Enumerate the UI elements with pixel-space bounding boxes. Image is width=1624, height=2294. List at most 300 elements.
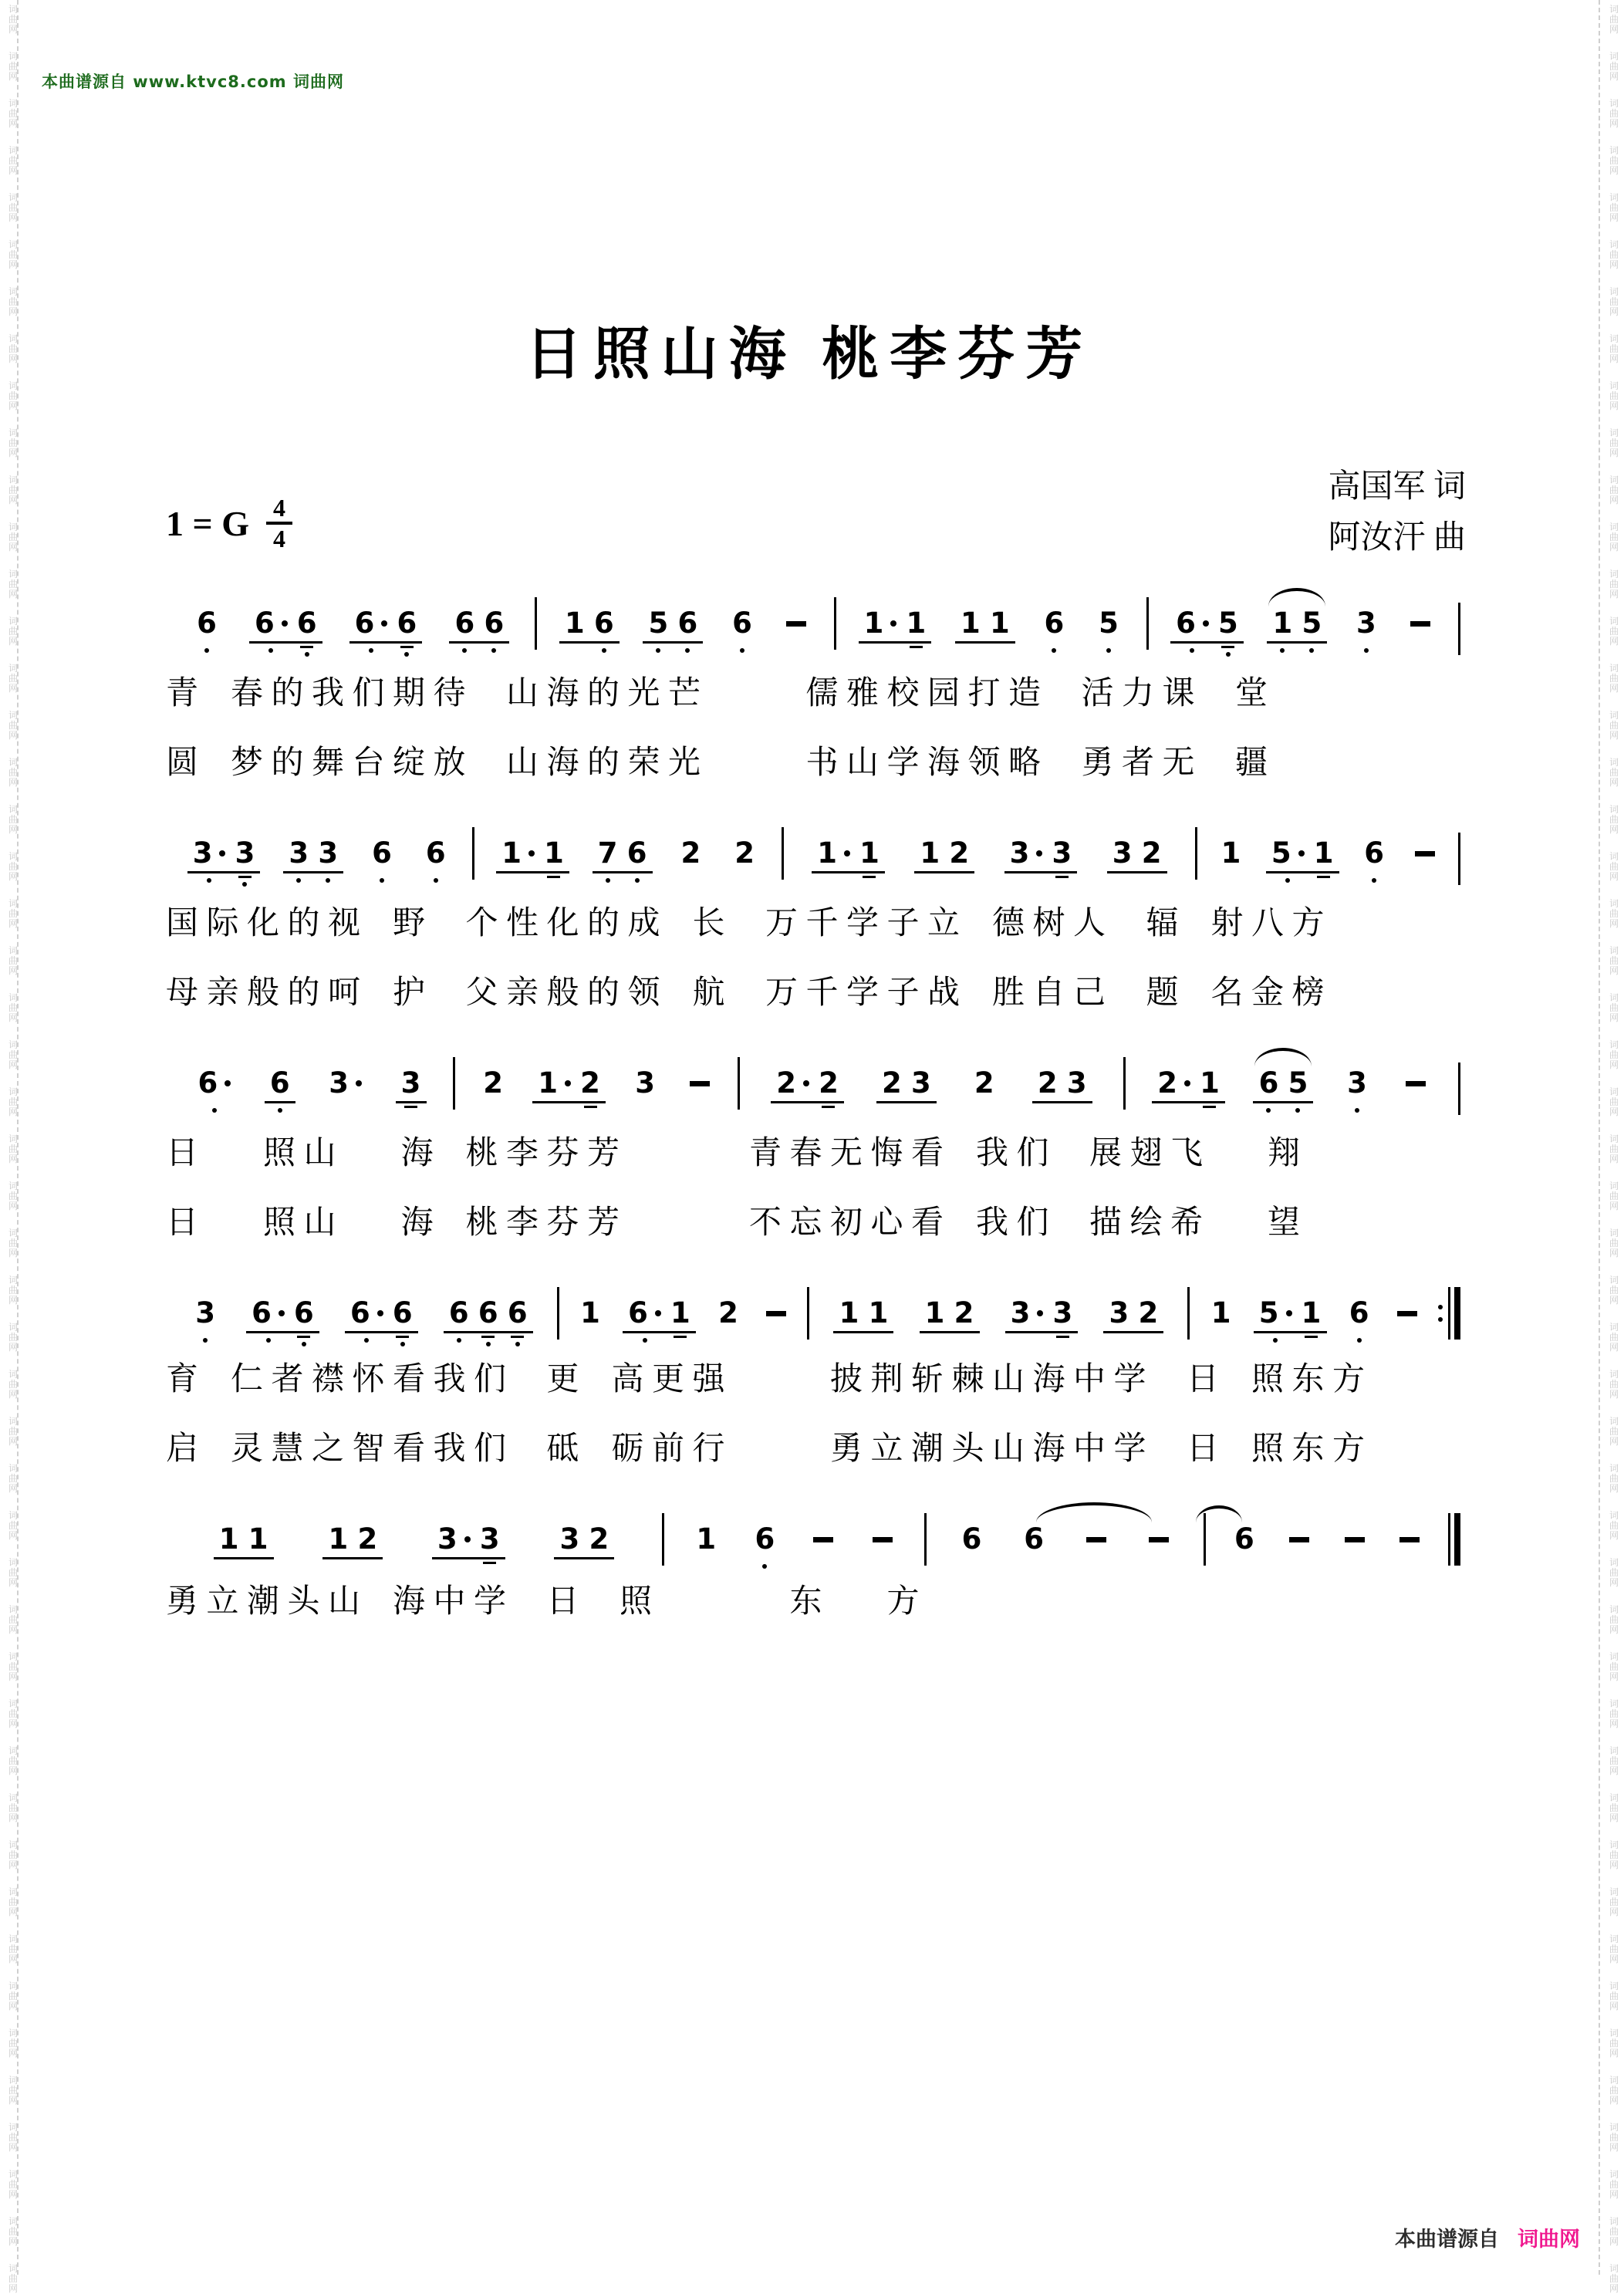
edge-watermark-char: 词 (1609, 569, 1619, 579)
edge-watermark-group (3, 2123, 23, 2153)
repeat-end-barline (1438, 1287, 1460, 1340)
edge-watermark-char: 曲 (8, 390, 18, 401)
note-glyph (401, 1068, 421, 1099)
note-digit (483, 1068, 503, 1099)
note-number: 1 (817, 836, 837, 870)
low-octave-dot (266, 1338, 271, 1343)
edge-watermark-char: 网 (1609, 589, 1619, 600)
note-digit (297, 608, 317, 657)
edge-watermark-group (1604, 475, 1624, 505)
footer-brand-link[interactable]: 词曲网 (1518, 2228, 1580, 2252)
note-digit (1302, 1298, 1322, 1343)
note-number: 3 (911, 1066, 931, 1100)
edge-watermark-char: 曲 (1609, 390, 1619, 401)
time-signature (266, 495, 292, 551)
edge-watermark-group (1604, 1275, 1624, 1306)
edge-watermark-char: 曲 (1609, 2085, 1619, 2096)
note-group (913, 838, 976, 869)
note-number: 6 (254, 606, 275, 640)
note-number: 6 (755, 1522, 775, 1556)
edge-watermark-char: 词 (1609, 851, 1619, 862)
note-glyph (1410, 608, 1430, 639)
edge-watermark-group (3, 5, 23, 35)
edge-watermark-group (1604, 2264, 1624, 2294)
note-digit (670, 1298, 690, 1343)
edge-watermark-char: 词 (1609, 1039, 1619, 1050)
augmentation-dot (528, 850, 535, 856)
edge-watermark-group (1604, 617, 1624, 647)
edge-watermark-char: 词 (1609, 710, 1619, 721)
note-digit (580, 1298, 600, 1329)
note-glyph (1302, 1298, 1322, 1329)
duration-dash (1149, 1524, 1169, 1555)
edge-watermark-char: 曲 (1609, 1897, 1619, 1907)
edge-watermark-group (1604, 240, 1624, 270)
edge-watermark-char: 网 (1609, 683, 1619, 694)
note-glyph (681, 838, 701, 869)
note-digit (598, 838, 618, 883)
note-glyph (478, 1298, 498, 1329)
edge-watermark-char: 网 (1609, 542, 1619, 552)
edge-watermark-char: 网 (1609, 1577, 1619, 1588)
low-octave-dot (212, 1108, 217, 1113)
note-glyph (1288, 1068, 1308, 1099)
note-number: 5 (648, 606, 669, 640)
augmentation-dot (565, 1080, 571, 1086)
music-system-1 (166, 608, 1460, 781)
edge-watermark-char: 网 (8, 1012, 18, 1023)
edge-watermark-group (3, 758, 23, 788)
low-octave-dot (1106, 648, 1111, 653)
edge-watermark-char: 网 (8, 1954, 18, 1965)
note-digit (1356, 608, 1376, 653)
note-glyph (297, 608, 317, 639)
edge-watermark-char: 网 (8, 353, 18, 364)
note-number: 2 (974, 1066, 994, 1100)
note-digit (270, 1068, 290, 1113)
edge-watermark-char: 曲 (8, 908, 18, 919)
note-glyph (1200, 1068, 1220, 1099)
note-digit (255, 608, 288, 657)
edge-watermark-char: 词 (8, 475, 18, 485)
note-number: 6 (294, 1296, 314, 1329)
edge-watermark-char: 网 (8, 71, 18, 82)
note-digit (974, 1068, 994, 1099)
note-number: 1 (218, 1522, 239, 1556)
edge-watermark-char: 曲 (8, 155, 18, 166)
note-number: 1 (906, 606, 927, 640)
note-group (1031, 1068, 1094, 1099)
edge-watermark-char: 曲 (1609, 626, 1619, 637)
edge-watermark-group (3, 1746, 23, 1776)
edge-watermark-group (1604, 569, 1624, 600)
note-number: 2 (589, 1522, 609, 1556)
barline (1458, 1068, 1460, 1120)
note-digit (1010, 838, 1043, 878)
note-number: 1 (863, 606, 884, 640)
edge-watermark-char: 曲 (1609, 1991, 1619, 2002)
note-group (1282, 1524, 1316, 1555)
edge-watermark-char: 曲 (8, 1096, 18, 1107)
edge-watermark-group (3, 2170, 23, 2200)
note-number: 1 (544, 836, 564, 870)
edge-watermark-char: 曲 (1609, 1144, 1619, 1154)
repeat-dot (1438, 1305, 1443, 1309)
note-number: 1 (868, 1296, 889, 1329)
note-glyph (864, 608, 897, 639)
note-number: 3 (559, 1522, 580, 1556)
measure (927, 1524, 1204, 1555)
note-glyph (776, 1068, 809, 1099)
note-digit (544, 838, 564, 878)
note-digit (318, 838, 338, 883)
edge-watermark-char: 网 (8, 212, 18, 223)
note-group (1037, 608, 1071, 653)
edge-watermark-char: 网 (1609, 1436, 1619, 1447)
low-octave-dot (685, 648, 690, 653)
edge-watermark-char: 网 (1609, 824, 1619, 835)
edge-watermark-group (3, 1793, 23, 1823)
music-system-4 (166, 1298, 1460, 1467)
low-octave-dot (1052, 648, 1056, 653)
note-glyph (1349, 1298, 1369, 1329)
edge-watermark-char: 词 (1609, 1086, 1619, 1097)
duration-dash (690, 1068, 710, 1099)
note-glyph (1218, 608, 1238, 639)
edge-watermark-char: 曲 (8, 1802, 18, 1813)
note-group (621, 1298, 697, 1343)
edge-watermark-char: 曲 (8, 1850, 18, 1860)
note-digit (426, 838, 446, 883)
footer-prefix: 本曲谱源自 (1395, 2228, 1499, 2252)
note-number: 3 (195, 1296, 215, 1329)
note-number: 3 (235, 836, 255, 870)
dash-glyph (1345, 1537, 1365, 1542)
note-number: 6 (478, 1296, 498, 1329)
edge-watermark-char: 曲 (8, 767, 18, 778)
sixteenth-underline (404, 1106, 417, 1108)
note-digit (235, 838, 255, 887)
edge-watermark-char: 网 (1609, 2142, 1619, 2153)
edge-watermark-char: 词 (8, 2122, 18, 2133)
edge-watermark-group (1604, 1887, 1624, 1917)
edge-watermark-char: 网 (8, 2283, 18, 2294)
edge-watermark-group (3, 475, 23, 505)
key-time-signature (166, 495, 292, 551)
edge-watermark-group (1604, 1558, 1624, 1588)
low-octave-dot (1285, 878, 1290, 883)
note-digit (990, 608, 1010, 639)
note-digit (864, 608, 897, 648)
edge-watermark-char: 曲 (1609, 1049, 1619, 1060)
edge-watermark-group (1604, 2170, 1624, 2200)
low-octave-dot (1364, 648, 1369, 653)
edge-watermark-char: 词 (8, 710, 18, 721)
edge-watermark-char: 词 (8, 333, 18, 344)
note-digit (328, 1524, 348, 1555)
augmentation-dot (890, 620, 896, 627)
edge-watermark-group (3, 1040, 23, 1070)
low-octave-dot (1295, 1108, 1300, 1113)
edge-watermark-char: 网 (1609, 2236, 1619, 2247)
note-glyph (195, 1298, 215, 1329)
edge-watermark-group (3, 1323, 23, 1353)
measure (1126, 1068, 1458, 1113)
time-signature-denominator: 4 (273, 525, 285, 552)
note-glyph (1142, 838, 1162, 869)
note-glyph (734, 838, 755, 869)
note-number: 2 (954, 1296, 974, 1329)
edge-watermark-char: 词 (8, 1416, 18, 1427)
note-group (748, 1524, 782, 1569)
note-group (1142, 1524, 1176, 1555)
note-group (806, 1524, 840, 1555)
edge-watermark-char: 网 (1609, 1718, 1619, 1729)
duration-dash (766, 1298, 786, 1329)
edge-watermark-char: 网 (1609, 2189, 1619, 2200)
edge-watermark-char: 词 (1609, 427, 1619, 438)
edge-watermark-char: 网 (1609, 400, 1619, 411)
lyric-line-verse-2: 启 灵 慧 之 智 看 我 们 砥 砺 前 行 勇 立 潮 头 山 海 中 学 日 照 东 方 (166, 1431, 1366, 1467)
note-glyph (962, 1524, 982, 1555)
note-digit (1109, 1298, 1129, 1329)
note-group (188, 1298, 222, 1343)
measure (455, 1068, 738, 1108)
duration-dash (1410, 608, 1430, 639)
edge-watermark-char: 网 (8, 1860, 18, 1870)
edge-watermark-group (1604, 1605, 1624, 1635)
edge-watermark-group (3, 1087, 23, 1117)
note-group (348, 608, 424, 657)
note-glyph (925, 1298, 945, 1329)
edge-watermark-char: 词 (8, 1698, 18, 1709)
edge-watermark-char: 网 (1609, 259, 1619, 270)
note-glyph (954, 1298, 974, 1329)
edge-watermark-char: 网 (8, 259, 18, 270)
note-digit (696, 1524, 716, 1555)
note-number: 5 (1099, 606, 1119, 640)
note-glyph (560, 1524, 580, 1555)
edge-watermark-group (1604, 1087, 1624, 1117)
note-number: 7 (597, 836, 618, 870)
dash-glyph (690, 1081, 710, 1086)
note-digit (397, 608, 417, 657)
note-digit (589, 1524, 609, 1555)
edge-watermark-char: 词 (8, 804, 18, 815)
augmentation-dot (279, 1310, 285, 1316)
edge-watermark-group (1604, 1652, 1624, 1682)
note-digit (732, 608, 752, 653)
edge-watermark-char: 网 (8, 871, 18, 882)
edge-watermark-char: 词 (1609, 1416, 1619, 1427)
note-digit (1067, 1068, 1087, 1099)
notes-row (166, 838, 1460, 890)
duration-dash (1399, 1524, 1420, 1555)
low-octave-dot (1357, 1338, 1362, 1343)
note-glyph (813, 1524, 833, 1555)
note-digit (538, 1068, 571, 1108)
note-number: 6 (626, 836, 647, 870)
note-digit (580, 1068, 600, 1108)
edge-watermark-char: 词 (8, 522, 18, 532)
note-digit (401, 1068, 421, 1108)
measure (537, 608, 834, 653)
edge-watermark-group (1604, 52, 1624, 82)
edge-watermark-char: 曲 (1609, 532, 1619, 542)
edge-watermark-char: 词 (1609, 1275, 1619, 1286)
note-number: 1 (1210, 1296, 1231, 1329)
duration-dash (1086, 1524, 1106, 1555)
note-group (725, 608, 759, 653)
note-digit (1221, 838, 1241, 869)
note-number: 6 (197, 606, 217, 640)
lyric-line-verse-2: 日 照 山 海 桃 李 芬 芳 不 忘 初 心 看 我 们 描 绘 希 望 (166, 1205, 1301, 1241)
note-number: 6 (392, 1296, 413, 1329)
note-group (918, 1298, 981, 1329)
edge-watermark-char: 曲 (1609, 814, 1619, 825)
low-octave-dot (203, 1338, 208, 1343)
note-glyph (1086, 1524, 1106, 1555)
note-glyph (766, 1298, 786, 1329)
edge-watermark-char: 曲 (8, 1144, 18, 1154)
sixteenth-underline (822, 1106, 835, 1108)
note-group (759, 1298, 793, 1329)
edge-watermark-char: 曲 (8, 1426, 18, 1437)
slurred-note-group (1265, 608, 1329, 653)
note-group (212, 1524, 275, 1555)
note-digit (1258, 1068, 1278, 1113)
note-number: 1 (1272, 606, 1293, 640)
edge-watermark-char: 曲 (1609, 1755, 1619, 1766)
measure (1197, 838, 1458, 883)
edge-watermark-char: 词 (8, 380, 18, 391)
edge-watermark-char: 网 (8, 306, 18, 317)
note-number: 2 (1037, 1066, 1058, 1100)
note-digit (289, 838, 309, 883)
edge-watermark-char: 网 (1609, 965, 1619, 976)
edge-watermark-char: 网 (8, 730, 18, 741)
music-system-2 (166, 838, 1460, 1011)
edge-watermark-char: 网 (1609, 1012, 1619, 1023)
edge-watermark-group (1604, 1981, 1624, 2012)
edge-watermark-char: 词 (8, 2216, 18, 2227)
note-digit (329, 1068, 362, 1099)
note-digit (508, 1298, 528, 1346)
edge-watermark-char: 网 (8, 1248, 18, 1258)
low-octave-dot (204, 648, 209, 653)
edge-watermark-group (1604, 1370, 1624, 1400)
edge-watermark-char: 词 (8, 992, 18, 1003)
note-number: 3 (1009, 836, 1030, 870)
edge-watermark-char: 词 (1609, 1604, 1619, 1615)
sixteenth-underline (584, 1106, 597, 1108)
note-number: 6 (454, 606, 475, 640)
note-glyph (690, 1068, 710, 1099)
lyric-line-verse-2: 母 亲 般 的 呵 护 父 亲 般 的 领 航 万 千 学 子 战 胜 自 己 题 名 金 榜 (166, 975, 1325, 1011)
augmentation-dot (381, 620, 387, 627)
edge-watermark-char: 曲 (8, 249, 18, 260)
note-glyph (580, 1298, 600, 1329)
edge-watermark-group (3, 1134, 23, 1164)
low-octave-dot (486, 1342, 491, 1346)
note-number: 6 (1258, 1066, 1279, 1100)
edge-watermark-char: 网 (1609, 777, 1619, 788)
note-digit (1288, 1068, 1308, 1113)
note-number: 3 (1052, 836, 1072, 870)
augmentation-dot (1298, 850, 1305, 856)
edge-watermark-char: 词 (1609, 2169, 1619, 2180)
edge-watermark-char: 网 (1609, 1154, 1619, 1164)
low-octave-dot (296, 878, 301, 883)
low-octave-dot (515, 1342, 520, 1346)
note-group (430, 1524, 507, 1564)
edge-watermark-char: 网 (8, 1907, 18, 1917)
note-group (866, 1524, 900, 1555)
note-glyph (1045, 608, 1065, 639)
note-number: 2 (1141, 836, 1162, 870)
edge-watermark-char: 曲 (1609, 2226, 1619, 2237)
edge-watermark-char: 曲 (8, 1567, 18, 1578)
dash-glyph (813, 1537, 833, 1542)
note-glyph (678, 608, 698, 639)
edge-watermark-char: 曲 (8, 814, 18, 825)
note-glyph (649, 608, 669, 639)
note-group (1349, 608, 1383, 653)
note-group (186, 838, 262, 887)
note-group (552, 1524, 616, 1555)
edge-watermark-char: 曲 (8, 2085, 18, 2096)
dash-glyph (1406, 1081, 1426, 1086)
edge-watermark-group (1604, 2217, 1624, 2247)
edge-watermark-char: 网 (1609, 1106, 1619, 1117)
low-octave-dot (606, 878, 610, 883)
note-group (1340, 1068, 1374, 1113)
edge-watermark-char: 曲 (1609, 1285, 1619, 1296)
note-digit (219, 1524, 239, 1555)
note-digit (393, 1298, 413, 1346)
note-group (1079, 1524, 1113, 1555)
edge-watermark-group (3, 664, 23, 694)
note-glyph (920, 838, 940, 869)
note-number: 2 (1138, 1296, 1159, 1329)
low-octave-dot (643, 1338, 647, 1343)
source-watermark-header: 本曲谱源自 www.ktvc8.com 词曲网 (42, 73, 344, 91)
note-glyph (1397, 1298, 1417, 1329)
note-digit (1211, 1298, 1231, 1329)
note-group (628, 1068, 662, 1099)
note-group (1338, 1524, 1372, 1555)
lyric-line-verse-2: 圆 梦 的 舞 台 绽 放 山 海 的 荣 光 书 山 学 海 领 略 勇 者 无 疆 (166, 745, 1268, 781)
edge-watermark-char: 网 (8, 1671, 18, 1682)
note-digit (920, 838, 940, 869)
edge-watermark-char: 词 (1609, 1887, 1619, 1897)
note-group (954, 608, 1017, 639)
edge-watermark-char: 曲 (1609, 2179, 1619, 2190)
note-group (779, 608, 813, 639)
edge-watermark-char: 曲 (1609, 955, 1619, 966)
note-number: 2 (1157, 1066, 1177, 1100)
note-group (591, 838, 654, 883)
edge-watermark-char: 词 (8, 616, 18, 627)
note-group (875, 1068, 938, 1099)
edge-watermark-char: 网 (8, 2001, 18, 2012)
note-number: 2 (949, 836, 970, 870)
duration-dash (1397, 1298, 1417, 1329)
edge-watermark-char: 曲 (1609, 1191, 1619, 1201)
edge-watermark-char: 词 (8, 1604, 18, 1615)
edge-watermark-group (3, 1605, 23, 1635)
edge-watermark-char: 曲 (8, 1614, 18, 1625)
